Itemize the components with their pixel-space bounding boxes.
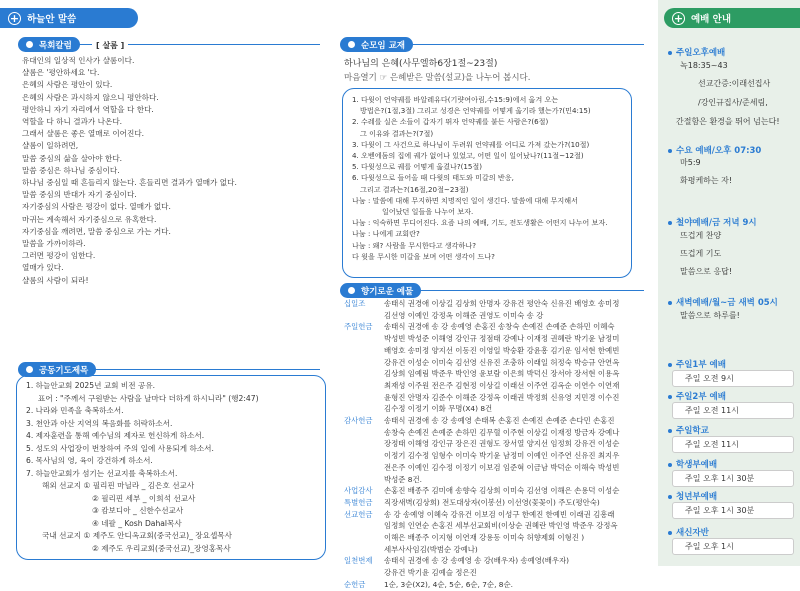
bullet-icon [668, 531, 672, 535]
study-question: 2. 수레를 실은 소들이 갑자기 뛰자 언약궤를 붙든 사람은?(6절) [352, 117, 549, 127]
bullet-icon [668, 495, 672, 499]
prayer-line: 3. 천안과 아산 지역의 복음화를 허락하소서. [26, 418, 173, 428]
study-question: 나눔 : 말씀에 대해 무지하면 치명적인 일이 생긴다. 말씀에 대해 무지해서 [352, 195, 578, 205]
worship-item-title-text: 주일오후예배 [676, 48, 726, 58]
worship-item-title-text: 주일2부 예배 [676, 392, 726, 402]
study-question: 그리고 결과는?(16절,20절~23절) [360, 184, 469, 194]
column-line: 마귀는 계속해서 자기중심으로 유혹한다. [22, 214, 157, 224]
prayer-line: 7. 하늘안교회가 섬기는 선교지를 축복하소서. [26, 468, 178, 478]
offering-row [344, 438, 619, 450]
offering-names: 강유건 이성순 이미숙 김선영 신유진 조충하 이래일 허정숙 박승규 안연옥 [384, 357, 620, 367]
worship-item-title-text: 청년부예배 [676, 492, 718, 502]
worship-item-title [668, 358, 726, 370]
study-question: 1. 다윗이 언약궤를 바알레유다(기럇여아림,수15:9)에서 옮겨 오는 [352, 95, 559, 104]
worship-item-title-text: 학생부예배 [676, 460, 718, 470]
section-header [0, 8, 138, 28]
column-line: 평안하니 자기 자리에서 역할을 다 한다. [22, 104, 154, 114]
worship-item-line: 주일 오후 1시 [685, 542, 734, 551]
offering-row [344, 345, 619, 357]
study-pill [340, 37, 413, 52]
column-line: 자기중심을 깨려면, 말씀 중심으로 가는 거다. [22, 226, 171, 236]
study-title: 하나님의 은혜(사무엘하6장1절~23절) [344, 59, 498, 69]
header-title: 하늘안 말씀 [27, 14, 77, 25]
column-line: 은혜의 사람은 과시하지 않으니 평안하다. [22, 92, 159, 102]
prayer-line: 4. 제자훈련을 통해 예수님의 제자로 헌신하게 하소서. [26, 431, 205, 440]
offering-names: 김수정 이정기 이화 무명(X4) 8건 [384, 404, 493, 414]
offering-row [344, 368, 619, 380]
offering-names: 박성빈 박성준 이해영 강인규 정점태 강예나 이재정 권혜란 박기윤 남정미 [384, 334, 620, 344]
offering-names: 직장새벽(김상희) 전도대상자(이봉선) 이선영(꽃꽂이) 주도(평안숙) [384, 497, 600, 507]
offering-row [344, 544, 619, 556]
offering-row [344, 310, 619, 322]
column-line: 열매가 있다. [22, 263, 64, 273]
column-line: 샬롬이 일하려면, [22, 141, 79, 151]
worship-item-line: 말씀으로 응답! [680, 267, 733, 276]
offering-row [344, 427, 619, 439]
worship-item-line: 주일 오후 1시 30분 [685, 506, 755, 515]
offering-names: 세부사사임김(박범순 강예나) [384, 544, 478, 554]
offering-names: 박성준 8건. [384, 474, 422, 484]
bullet-icon [26, 366, 33, 373]
study-subtitle: 마음열기 ☞ 은혜받은 말씀(설교)을 나누어 봅시다. [344, 73, 531, 83]
offering-row [344, 380, 619, 392]
offering-names: 윤형진 안명자 김준수 이해준 강정옥 이래권 박정희 신유영 지민경 이수진 [384, 392, 620, 402]
prayer-line: 표어 : "주께서 구원받는 사람을 날마다 더하게 하시니라" (행2:47) [38, 393, 259, 403]
offering-row [344, 450, 619, 462]
worship-item-line: 주일 오전 11시 [685, 440, 739, 449]
offering-names: 송태식 권경애 이상길 김상희 안명자 강유건 평안숙 신유진 배영호 송미정 [384, 299, 620, 308]
bullet-icon [668, 463, 672, 467]
prayer-line: 1. 하늘안교회 2025년 교회 비전 공유. [26, 381, 156, 390]
offering-row [344, 403, 619, 415]
study-question: 나눔 : 왜? 사람을 무시한다고 생각하나? [352, 240, 476, 250]
bullet-icon [668, 429, 672, 433]
worship-item-line: 주일 오전 9시 [685, 374, 734, 383]
bullet-icon [668, 149, 672, 153]
prayer-line: ③ 캄보디아 _ 신한수선교사 [92, 506, 184, 515]
study-question: 3. 다윗이 그 사건으로 하나님이 두려워 언약궤를 어디로 가져 갔는가?(10절) [352, 139, 590, 149]
prayer-pill-label: 공동기도제목 [39, 365, 89, 376]
offering-category: 선교헌금 [344, 509, 373, 519]
bullet-icon [668, 221, 672, 225]
worship-item-line: /강인규집사/준세림, [698, 98, 768, 107]
offering-list [344, 298, 619, 591]
prayer-line: 6. 목사님의 영, 육이 강건하게 하소서. [26, 456, 153, 465]
prayer-list [26, 380, 259, 555]
column-line: 역할을 다 하니 결과가 나온다. [22, 117, 123, 127]
bullet-icon [668, 301, 672, 305]
offering-names: 이해은 배종주 이지형 이연재 강용동 이미숙 허향제회 이형진 ) [384, 533, 585, 543]
bullet-icon [26, 41, 33, 48]
worship-item-line: 말씀으로 하루를! [680, 311, 740, 320]
offering-row [344, 415, 619, 427]
worship-item-title [668, 296, 778, 308]
column-line: 그래서 샬롬은 좋은 열매로 이어진다. [22, 129, 145, 139]
study-question: 방법은?(1절,3절) 그리고 성경은 언약궤를 어떻게 옮기라 했는가?(민4:15) [360, 106, 591, 116]
study-question: 나눔 : 익숙하면 무디어진다. 요즘 나의 예배, 기도, 전도생활은 어떤지 나누어 보자. [352, 218, 608, 228]
worship-item-line: 마5:9 [680, 158, 701, 167]
prayer-line: 5. 성도의 사업장이 번창하여 주의 일에 사용되게 하소서. [26, 443, 214, 453]
offering-row [344, 520, 619, 532]
offering-names: 전은주 이예인 김수정 이정기 이보검 임준혁 이금남 박덕순 이해숙 박성빈 [384, 462, 620, 472]
column-line: 은혜의 사람은 평안이 있다. [22, 80, 113, 90]
offering-row [344, 462, 619, 474]
offering-category: 감사헌금 [344, 416, 373, 426]
offering-names: 송창숙 손예진 손예준 손하민 김무혈 이주현 이상길 이재정 방금자 강예나 [384, 427, 620, 437]
offering-names: 김선영 이예인 강정옥 이해준 권영도 이미숙 송 강 [384, 310, 544, 320]
offering-row [344, 474, 619, 486]
prayer-line: 해외 선교지 ① 필리핀 마닐라 _ 김은호 선교사 [42, 481, 195, 490]
worship-item-title [668, 490, 717, 502]
bullet-icon [668, 363, 672, 367]
prayer-line: ② 제주도 우리교회(중국선교)_장영홍목사 [92, 543, 231, 553]
study-question: 다 윗을 무시한 미갈을 보며 어떤 생각이 드나? [352, 251, 495, 261]
offering-pill [340, 283, 421, 298]
offering-row [344, 392, 619, 404]
worship-item-line: 녹18:35~43 [680, 61, 728, 70]
column-line: 말씀을 가까이하라. [22, 239, 86, 249]
worship-item-line: 화평케하는 자! [680, 176, 733, 185]
offering-names: 배영호 송미정 양지선 이동진 이영일 박숭환 강윤흥 김기운 임서현 한예빈 [384, 345, 620, 355]
offering-row [344, 333, 619, 345]
worship-item-title-text: 주일학교 [676, 426, 709, 436]
study-question: 5. 다윗성으로 궤를 어떻게 옮겼나?(15절) [352, 162, 483, 172]
worship-item-title-text: 주일1부 예배 [676, 360, 726, 370]
study-question: 6. 다윗성으로 들어올 때 다윗의 태도와 미갈의 반응, [352, 173, 514, 183]
offering-names: 장정태 이해영 강인규 장은진 권형도 장서열 양지선 임정희 강유건 이성순 [384, 439, 620, 449]
offering-row [344, 357, 619, 369]
worship-item-title [668, 458, 717, 470]
column-pill-label: 목회칼럼 [39, 40, 72, 51]
offering-names: 송 강 송예영 이혜숙 강유건 이보검 이성구 한예진 한예빈 이래권 김흥래 [384, 509, 615, 519]
column-subtitle: [ 살롬 ] [92, 40, 128, 51]
offering-category: 일천번제 [344, 556, 373, 566]
worship-item-title [668, 216, 757, 228]
offering-names: 김상희 임예림 박준우 박인영 윤보람 이은희 박덕신 장서아 장서현 이용옥 [384, 369, 620, 379]
offering-row [344, 298, 619, 310]
offering-names: 손홍진 배종주 김미애 송향숙 김상희 이미숙 김선영 이해은 손용덕 이성순 [384, 486, 620, 496]
bullet-icon [348, 41, 355, 48]
study-question: 일어났던 일들을 나누어 보자. [382, 207, 474, 217]
column-line: 말씀 중심의 반대가 자기 중심이다. [22, 190, 137, 200]
offering-names: 송태식 권경애 송 강 송예영 송 강(배우자) 송예영(배우자) [384, 556, 570, 566]
plus-icon: + [673, 11, 684, 25]
column-line: 자기중심의 사람은 평강이 없다. 열매가 없다. [22, 202, 171, 212]
worship-item-title [668, 424, 709, 436]
study-question: 그 이유와 결과는?(7절) [360, 128, 434, 138]
prayer-line: ② 필리핀 세부 _ 이희석 선교사 [92, 493, 196, 503]
worship-item-title [668, 46, 725, 58]
worship-item-line: 간절함은 환경을 뛰어 넘는다! [676, 117, 780, 126]
prayer-line: 국내 선교지 ① 제주도 안디옥교회(중국선교)_ 장요셉목사 [42, 531, 232, 540]
column-text [22, 55, 237, 287]
offering-row [344, 321, 619, 333]
study-question: 4. 오벧에돔의 집에 궤가 없어나 있었고, 어떤 일이 일어났나?(11절~12절) [352, 151, 584, 161]
worship-item-title-text: 철야예배/금 저녁 9시 [676, 218, 757, 228]
offering-category: 주일헌금 [344, 322, 373, 332]
offering-category: 특별헌금 [344, 497, 373, 507]
offering-pill-label: 향기로운 예물 [361, 286, 414, 297]
study-questions [352, 94, 608, 262]
offering-row [344, 567, 619, 579]
worship-item-line: 뜨겁게 기도 [680, 249, 722, 258]
bullet-icon [668, 51, 672, 55]
bullet-icon [668, 395, 672, 399]
column-line: 유대인의 일상적 인사가 샬롬이다. [22, 56, 135, 65]
offering-row [344, 509, 619, 521]
column-line: 샬롬의 사람이 되라! [22, 275, 89, 285]
offering-names: 이정기 김수정 임형수 이미숙 박기윤 남정미 이예인 이주연 신유진 최지우 [384, 451, 620, 461]
offering-names: 1순, 3순(X2), 4순, 5순, 6순, 7순, 8순. [384, 579, 513, 589]
column-line: 말씀 중심의 삶을 살아야 한다. [22, 153, 123, 163]
plus-icon: + [9, 11, 20, 25]
worship-item-title-text: 새신자반 [676, 528, 709, 538]
offering-row [344, 485, 619, 497]
worship-header [664, 8, 800, 28]
worship-item-line: 선교간증:이래선집사 [698, 79, 771, 88]
column-line: 하나님 중심일 때 흔들리지 않는다. 흔들리면 결과가 열매가 없다. [22, 178, 237, 188]
worship-item-title [668, 526, 709, 538]
worship-item-title-text: 수요 예배/오후 07:30 [676, 146, 762, 156]
column-line: 그러면 평강이 임한다. [22, 251, 96, 261]
prayer-line: ④ 네팔 _ Kosh Dahal목사 [92, 518, 182, 528]
study-question: 나눔 : 나에게 교회란? [352, 229, 420, 239]
worship-item-title [668, 390, 726, 402]
offering-row [344, 497, 619, 509]
offering-names: 최재성 이주원 전은주 김현정 이상길 이래선 이주연 김옥순 이연수 이연재 [384, 380, 620, 390]
bullet-icon [348, 287, 355, 294]
offering-names: 임정희 인연순 손홍진 세부선교회비(이상순 권혜란 박인영 박준우 강정옥 [384, 521, 618, 531]
column-line: 샬롬은 '평안하세요 '다. [22, 68, 100, 78]
offering-names: 강유건 박기윤 김예슬 정은진 [384, 568, 477, 578]
worship-item-line: 뜨겁게 찬양 [680, 231, 722, 240]
offering-row [344, 579, 619, 591]
offering-names: 송태식 권경애 송 강 송예영 손홍진 송창숙 손예진 손예준 손하민 이혜숙 [384, 322, 615, 332]
worship-item-line: 주일 오전 11시 [685, 406, 739, 415]
offering-names: 송태식 권경애 송 강 송예영 손태복 손홍진 손예진 손예준 손다민 손홍진 [384, 416, 615, 426]
worship-item-title-text: 새벽예배/월~금 새벽 05시 [676, 298, 778, 308]
offering-category: 십일조 [344, 299, 366, 308]
worship-item-title [668, 144, 761, 156]
offering-row [344, 555, 619, 567]
worship-item-line: 주일 오후 1시 30분 [685, 474, 755, 483]
offering-category: 순헌금 [344, 579, 366, 589]
offering-category: 사업감사 [344, 486, 373, 496]
worship-title: 예배 안내 [691, 14, 732, 25]
column-pill [18, 37, 80, 52]
column-line: 말씀 중심은 하나님 중심이다. [22, 165, 120, 175]
prayer-line: 2. 나라와 민족을 축복하소서. [26, 406, 124, 415]
study-pill-label: 순모임 교재 [361, 40, 406, 51]
offering-row [344, 532, 619, 544]
